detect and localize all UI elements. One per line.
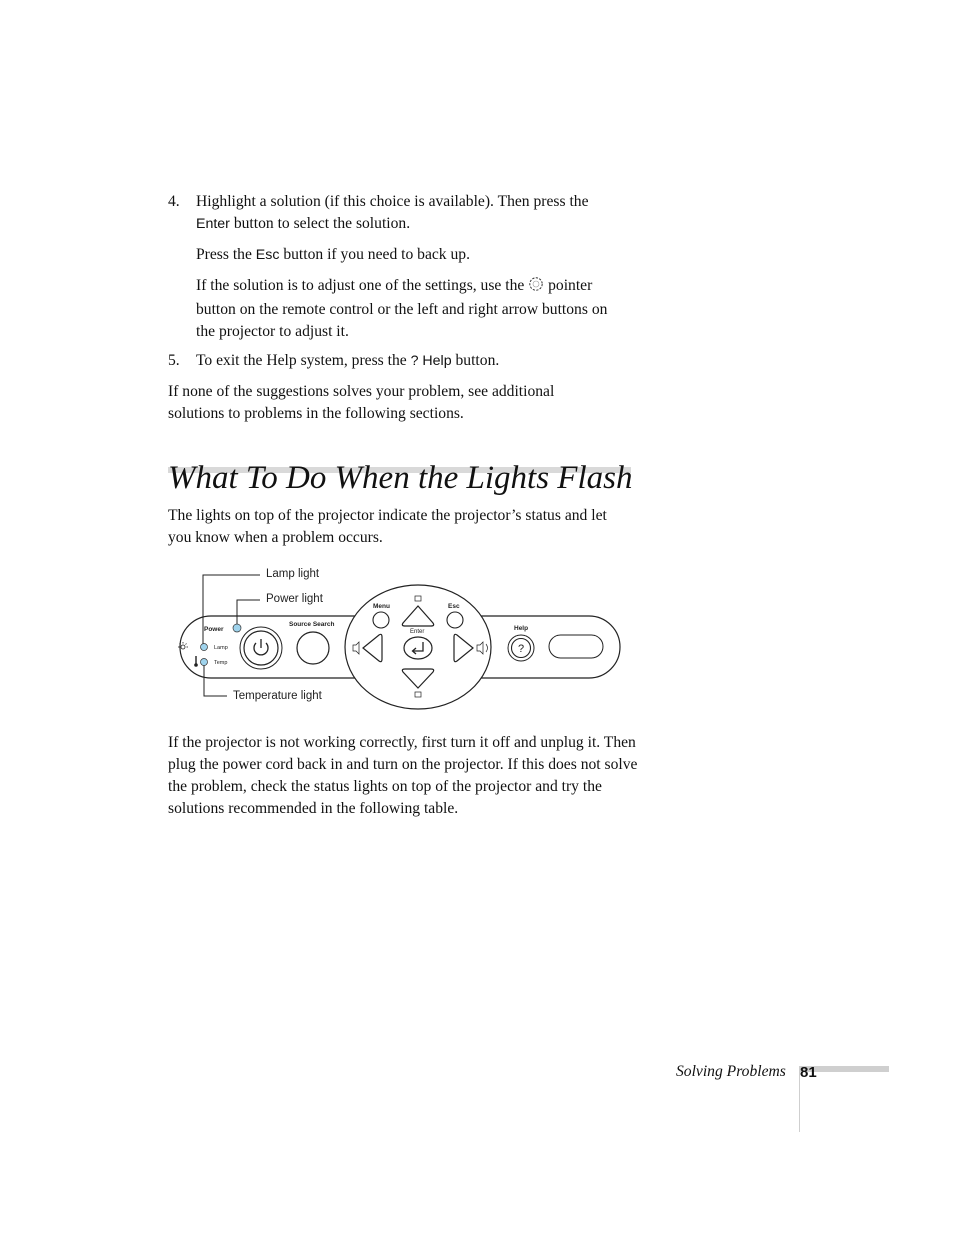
help-label: Help <box>514 625 529 632</box>
pointer-icon <box>528 276 544 299</box>
power-light-label: Power light <box>266 593 323 605</box>
step-4-text-end: button to select the solution. <box>229 215 411 232</box>
menu-label: Menu <box>373 603 390 610</box>
closing-paragraph: If the projector is not working correctly, first turn it off and unplug it. Then plug the power cord back in and turn on the projector. If this does not solve the problem, check the status lights on top of the projector and try the solutions recommended in the following table. <box>168 734 638 817</box>
esc-label: Esc <box>448 603 460 610</box>
adjust-note-end: pointer button on the remote control or the left and right arrow buttons on the projector to adjust it. <box>196 277 608 340</box>
section-heading: What To Do When the Lights Flash <box>168 460 633 496</box>
temperature-light-label: Temperature light <box>233 690 322 702</box>
esc-button-icon <box>447 612 463 628</box>
step-5-text-end: button. <box>451 352 500 369</box>
power-light <box>233 624 241 632</box>
page-number: 81 <box>800 1064 817 1081</box>
additional-solutions-paragraph: If none of the suggestions solves your problem, see additional solutions to problems in the following sections. <box>168 383 555 422</box>
temp-label: Temp <box>214 660 228 666</box>
step-5-number: 5. <box>168 352 180 369</box>
footer-section-title: Solving Problems <box>676 1063 786 1080</box>
sensor-window <box>549 635 603 658</box>
step-4-text: Highlight a solution (if this choice is available). Then press the <box>196 193 589 210</box>
help-button-icon <box>508 635 534 661</box>
step-5 <box>196 350 636 372</box>
step-4-esc-note <box>196 244 636 266</box>
enter-button-icon <box>404 637 432 659</box>
lamp-light <box>201 644 208 651</box>
help-key-label: ? Help <box>410 353 452 369</box>
source-search-button-icon <box>297 632 329 664</box>
power-label: Power <box>204 626 224 633</box>
esc-note-start: Press the <box>196 246 256 263</box>
step-4-adjust-note <box>196 275 628 343</box>
step-4-instruction <box>196 191 636 235</box>
step-4 <box>196 191 636 343</box>
enter-label: Enter <box>410 629 425 635</box>
temp-light <box>201 659 208 666</box>
intro-paragraph: The lights on top of the projector indicate the projector’s status and let you know when a problem occurs. <box>168 507 607 546</box>
esc-key-label: Esc <box>255 247 280 263</box>
esc-note-end: button if you need to back up. <box>279 246 470 263</box>
source-search-label: Source Search <box>289 621 335 628</box>
lamp-light-label: Lamp light <box>266 568 320 580</box>
help-symbol: ? <box>517 643 525 655</box>
menu-button-icon <box>373 612 389 628</box>
step-5-text: To exit the Help system, press the <box>196 352 411 369</box>
adjust-note-start: If the solution is to adjust one of the settings, use the <box>196 277 529 294</box>
step-4-number: 4. <box>168 193 180 210</box>
lamp-label: Lamp <box>214 645 228 651</box>
power-button-icon <box>240 627 282 669</box>
control-panel-diagram <box>160 560 640 720</box>
enter-key-label: Enter <box>196 216 230 232</box>
